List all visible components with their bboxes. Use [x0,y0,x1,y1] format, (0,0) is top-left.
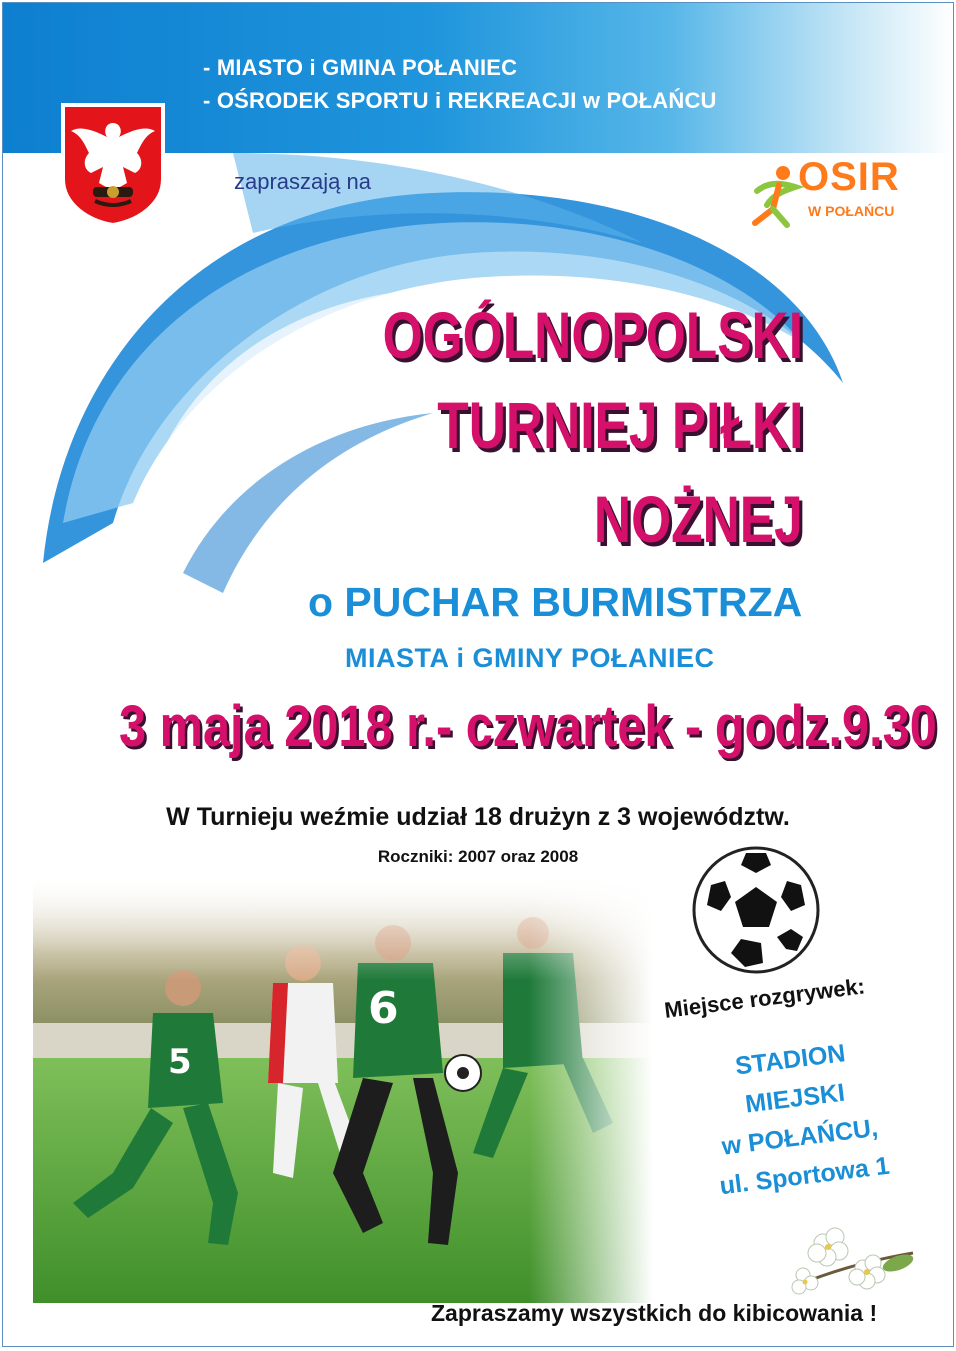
venue-address [644,1023,951,1213]
football-players-photo [33,873,653,1303]
soccer-ball-icon [691,845,821,975]
footer-invitation: Zapraszamy wszystkich do kibicowania ! [431,1300,878,1326]
title-line-3: NOŻNEJ [594,482,803,556]
age-groups: Roczniki: 2007 oraz 2008 [377,847,579,866]
white-flowers-icon [783,1213,923,1303]
venue-line-1: STADION [733,1039,847,1081]
organizers [203,51,717,117]
invite-text: zapraszają na [234,169,371,194]
venue-line-2: MIEJSKI [743,1078,847,1119]
organizer-line-2: - OŚRODEK SPORTU i REKREACJI w POŁAŃCU [203,88,717,113]
title-line-1: OGÓLNOPOLSKI [382,298,803,372]
cup-subtitle: MIASTA i GMINY POŁANIEC [345,643,715,673]
organizer-line-1: - MIASTO i GMINA POŁANIEC [203,55,518,80]
poster [2,2,954,1347]
osir-logo-sub: W POŁAŃCU [808,203,895,219]
coat-of-arms-icon [59,101,167,227]
osir-logo-word: OSIR [798,155,900,199]
cup-title: o PUCHAR BURMISTRZA [308,579,803,625]
event-date: 3 maja 2018 r.- czwartek - godz.9.30 [119,694,937,759]
venue-line-4: ul. Sportowa 1 [718,1151,892,1201]
venue-line-3: w POŁAŃCU, [720,1113,880,1161]
title-line-2: TURNIEJ PIŁKI [436,388,803,462]
venue-label: Miejsce rozgrywek: [663,973,867,1023]
teams-info: W Turnieju weźmie udział 18 drużyn z 3 województw. [166,803,790,831]
